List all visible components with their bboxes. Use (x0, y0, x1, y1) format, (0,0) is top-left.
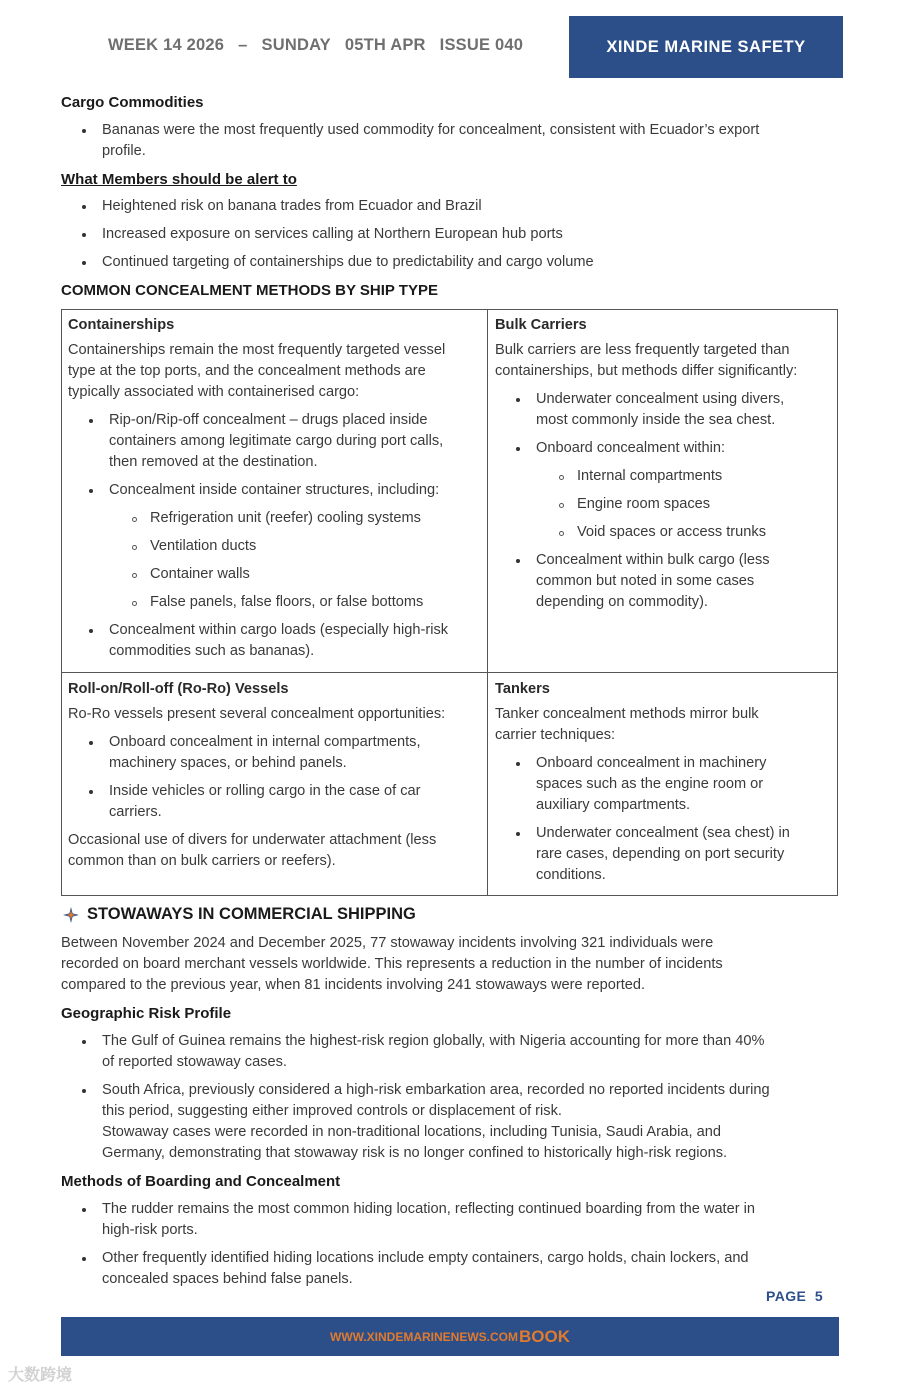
list-item: The rudder remains the most common hiding location, reflecting continued boarding from the water in high-risk ports. (102, 1199, 842, 1241)
week-label: WEEK 14 2026 (108, 36, 225, 54)
date-label: 05TH APR (344, 36, 426, 54)
page-number: PAGE 5 (766, 1288, 824, 1304)
cargo-list (102, 120, 842, 162)
cell-list (495, 389, 835, 613)
list-item: Onboard concealment in machinery spaces such as the engine room or auxiliary compartments. (536, 753, 835, 816)
list-item: Continued targeting of containerships due to predictability and cargo volume (102, 252, 842, 273)
list-item: South Africa, previously considered a high-risk embarkation area, recorded no reported incidents during this period, suggesting either improved controls or displacement of risk. Stowaway cases were recorded in non-traditional locations, including Tunisia, Saudi Arabia, and Germany, demonstrating that stowaway risk is no longer confined to historically high-risk regions. (102, 1080, 842, 1164)
cell-list (495, 753, 835, 886)
list-item: Rip-on/Rip-off concealment – drugs placed inside containers among legitimate cargo during port calls, then removed at the destination. (109, 410, 483, 473)
list-item: Concealment within bulk cargo (less common but noted in some cases depending on commodity). (536, 550, 835, 613)
alert-list (102, 196, 842, 273)
methods-list (102, 1199, 842, 1290)
sub-item: Container walls (150, 564, 483, 585)
list-item: Increased exposure on services calling at Northern European hub ports (102, 224, 842, 245)
stowaways-intro: Between November 2024 and December 2025, 77 stowaway incidents involving 321 individuals were recorded on board merchant vessels worldwide. This represents a reduction in the number of incidents compared to the previous year, when 81 incidents involving 241 stowaways were reported. (61, 935, 723, 993)
cargo-title: Cargo Commodities (61, 94, 204, 111)
sub-item: Void spaces or access trunks (577, 522, 835, 543)
list-item: Onboard concealment in internal compartments, machinery spaces, or behind panels. (109, 732, 483, 774)
list-item: Other frequently identified hiding locations include empty containers, cargo holds, chain lockers, and concealed spaces behind false panels. (102, 1248, 842, 1290)
methods-boarding-title: Methods of Boarding and Concealment (61, 1173, 341, 1190)
list-item: Heightened risk on banana trades from Ecuador and Brazil (102, 196, 842, 217)
list-item: Underwater concealment using divers, most commonly inside the sea chest. (536, 389, 835, 431)
sub-item: Refrigeration unit (reefer) cooling systems (150, 508, 483, 529)
table-divider-vertical (487, 309, 488, 896)
brand-title: XINDE MARINE SAFETY (606, 37, 806, 56)
list-item: Bananas were the most frequently used commodity for concealment, consistent with Ecuador’s export profile. (102, 120, 842, 162)
cell-title: Tankers (495, 681, 550, 697)
cell-containerships (68, 317, 483, 662)
cell-intro: Ro-Ro vessels present several concealment opportunities: (68, 706, 446, 722)
list-item: The Gulf of Guinea remains the highest-risk region globally, with Nigeria accounting for more than 40% of reported stowaway cases. (102, 1031, 842, 1073)
cell-outro: Occasional use of divers for underwater attachment (less common than on bulk carriers or reefers). (68, 832, 437, 869)
sub-item: False panels, false floors, or false bottoms (150, 592, 483, 613)
cell-bulk-carriers (495, 317, 835, 613)
compass-star-icon (61, 906, 81, 924)
geo-title: Geographic Risk Profile (61, 1005, 232, 1022)
day-label: SUNDAY (261, 36, 331, 54)
cell-intro: Bulk carriers are less frequently targeted than containerships, but methods differ significantly: (495, 342, 798, 379)
stowaways-title: STOWAWAYS IN COMMERCIAL SHIPPING (87, 905, 416, 923)
sub-list (536, 466, 835, 543)
cell-intro: Containerships remain the most frequently targeted vessel type at the top ports, and the concealment methods are typically associated with containerised cargo: (68, 342, 446, 400)
sub-item: Internal compartments (577, 466, 835, 487)
list-item: Inside vehicles or rolling cargo in the case of car carriers. (109, 781, 483, 823)
cell-intro: Tanker concealment methods mirror bulk carrier techniques: (495, 706, 759, 743)
footer-book: BOOK (519, 1326, 570, 1346)
list-item: Onboard concealment within: Internal compartments Engine room spaces Void spaces or access trunks (536, 438, 835, 543)
cell-list (68, 732, 483, 823)
header-dash: – (238, 36, 248, 54)
sub-item: Ventilation ducts (150, 536, 483, 557)
brand-banner (569, 16, 843, 78)
footer-url[interactable]: WWW.XINDEMARINENEWS.COM (330, 1329, 518, 1344)
table-divider-horizontal (61, 672, 838, 673)
methods-heading: COMMON CONCEALMENT METHODS BY SHIP TYPE (61, 282, 438, 299)
cell-title: Containerships (68, 317, 175, 333)
list-item: Concealment within cargo loads (especially high-risk commodities such as bananas). (109, 620, 483, 662)
cell-title: Roll-on/Roll-off (Ro-Ro) Vessels (68, 681, 289, 697)
cell-roro (68, 681, 483, 872)
issue-label: ISSUE 040 (439, 36, 524, 54)
watermark: 大数跨境 (8, 1367, 73, 1384)
cell-tankers (495, 681, 835, 886)
sub-list (109, 508, 483, 613)
alert-title: What Members should be alert to (61, 171, 297, 188)
list-item: Underwater concealment (sea chest) in rare cases, depending on port security conditions. (536, 823, 835, 886)
sub-item: Engine room spaces (577, 494, 835, 515)
list-item: Concealment inside container structures, including: Refrigeration unit (reefer) cooling systems Ventilation ducts Container walls False panels, false floors, or false bottoms (109, 480, 483, 613)
footer-bar (61, 1317, 839, 1356)
geo-list (102, 1031, 842, 1164)
cell-list (68, 410, 483, 662)
issue-info (108, 36, 537, 55)
cell-title: Bulk Carriers (495, 317, 587, 333)
